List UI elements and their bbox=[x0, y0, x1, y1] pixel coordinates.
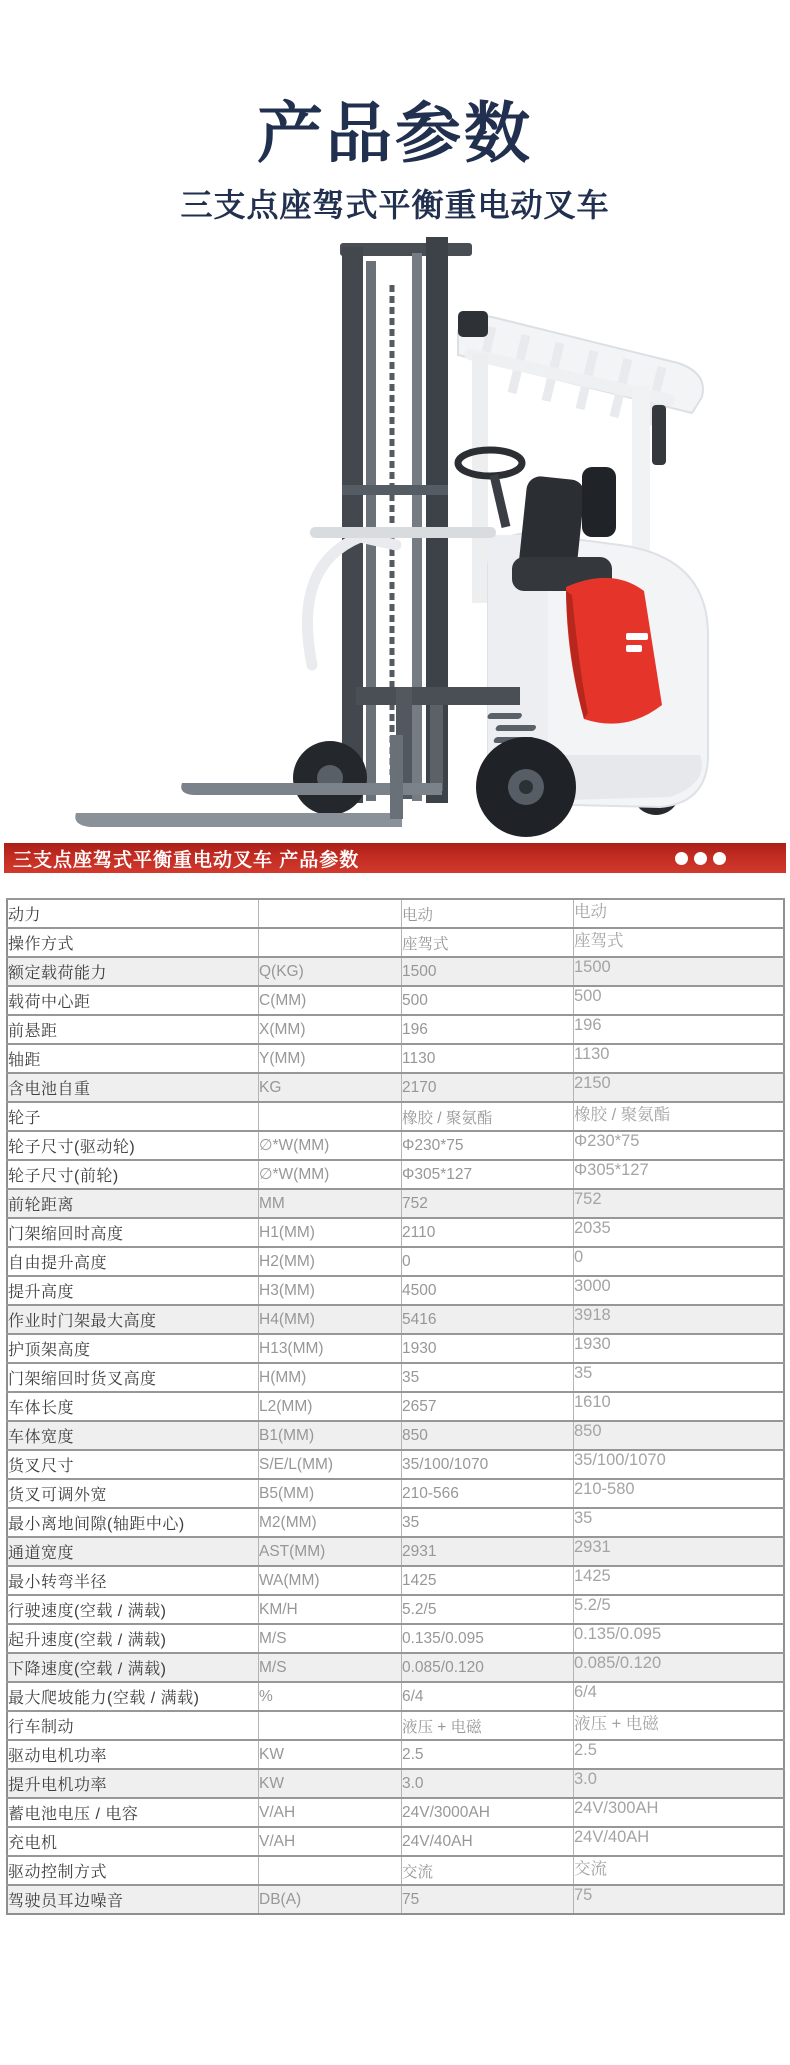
spec-value-b-text: 1500 bbox=[574, 958, 611, 976]
spec-value-a-cell: 交流 bbox=[402, 1856, 574, 1885]
spec-value-a-cell: 75 bbox=[402, 1885, 574, 1914]
spec-unit-cell bbox=[259, 899, 402, 928]
spec-value-a-cell: 0.085/0.120 bbox=[402, 1653, 574, 1682]
spec-label-cell: 蓄电池电压 / 电容 bbox=[7, 1798, 259, 1827]
spec-value-b-text: Φ305*127 bbox=[574, 1161, 649, 1179]
three-dots-icon bbox=[675, 843, 726, 873]
spec-value-a-cell: 电动 bbox=[402, 899, 574, 928]
table-row bbox=[7, 1682, 784, 1711]
spec-value-b-text: 3918 bbox=[574, 1306, 611, 1324]
spec-label-cell: 最大爬坡能力(空载 / 满载) bbox=[7, 1682, 259, 1711]
table-row bbox=[7, 1885, 784, 1914]
spec-value-b-cell bbox=[574, 1450, 785, 1479]
table-row bbox=[7, 1769, 784, 1798]
spec-unit-cell: WA(MM) bbox=[259, 1566, 402, 1595]
spec-value-a-cell: 5416 bbox=[402, 1305, 574, 1334]
spec-value-b-cell bbox=[574, 1885, 785, 1914]
page-title: 产品参数 bbox=[257, 96, 533, 170]
table-row bbox=[7, 1566, 784, 1595]
forklift-steering-wheel bbox=[458, 450, 522, 527]
spec-value-a-cell: 210-566 bbox=[402, 1479, 574, 1508]
spec-value-a-cell: 3.0 bbox=[402, 1769, 574, 1798]
spec-value-a-cell: 1500 bbox=[402, 957, 574, 986]
spec-unit-cell: KG bbox=[259, 1073, 402, 1102]
spec-unit-cell: KM/H bbox=[259, 1595, 402, 1624]
spec-value-a-cell: 0.135/0.095 bbox=[402, 1624, 574, 1653]
spec-value-b-text: 1610 bbox=[574, 1393, 611, 1411]
spec-value-a-cell: 2110 bbox=[402, 1218, 574, 1247]
table-row bbox=[7, 1740, 784, 1769]
spec-value-b-text: 交流 bbox=[574, 1859, 607, 1878]
table-row bbox=[7, 899, 784, 928]
table-row bbox=[7, 1450, 784, 1479]
spec-value-b-text: 2035 bbox=[574, 1219, 611, 1237]
spec-value-b-text: 6/4 bbox=[574, 1683, 597, 1701]
table-row bbox=[7, 957, 784, 986]
table-row bbox=[7, 1247, 784, 1276]
spec-label-cell: 轮子尺寸(驱动轮) bbox=[7, 1131, 259, 1160]
dot-icon bbox=[675, 852, 688, 865]
spec-value-a-cell: 24V/40AH bbox=[402, 1827, 574, 1856]
spec-value-b-text: 35 bbox=[574, 1509, 593, 1527]
table-row bbox=[7, 1015, 784, 1044]
spec-value-b-text: 75 bbox=[574, 1886, 593, 1904]
spec-value-a-cell: 0 bbox=[402, 1247, 574, 1276]
forklift-seat bbox=[512, 467, 616, 591]
spec-label-cell: 最小离地间隙(轴距中心) bbox=[7, 1508, 259, 1537]
spec-value-b-cell bbox=[574, 1682, 785, 1711]
spec-value-b-text: 电动 bbox=[574, 902, 607, 921]
spec-value-a-cell: 752 bbox=[402, 1189, 574, 1218]
spec-value-b-text: 5.2/5 bbox=[574, 1596, 611, 1614]
spec-value-b-text: 1130 bbox=[574, 1045, 610, 1063]
spec-value-b-text: 座驾式 bbox=[574, 931, 624, 950]
spec-value-a-cell: 座驾式 bbox=[402, 928, 574, 957]
spec-label-cell: 前悬距 bbox=[7, 1015, 259, 1044]
spec-label-cell: 车体宽度 bbox=[7, 1421, 259, 1450]
spec-value-b-text: 196 bbox=[574, 1016, 602, 1034]
spec-value-a-cell: 35 bbox=[402, 1508, 574, 1537]
spec-label-cell: 行车制动 bbox=[7, 1711, 259, 1740]
table-row bbox=[7, 1073, 784, 1102]
spec-unit-cell bbox=[259, 1102, 402, 1131]
spec-value-b-cell bbox=[574, 1595, 785, 1624]
spec-value-b-text: 1930 bbox=[574, 1335, 611, 1353]
spec-unit-cell: ∅*W(MM) bbox=[259, 1131, 402, 1160]
spec-unit-cell: M/S bbox=[259, 1624, 402, 1653]
spec-value-b-text: 0.085/0.120 bbox=[574, 1654, 662, 1672]
spec-value-a-cell: 2931 bbox=[402, 1537, 574, 1566]
spec-value-b-cell bbox=[574, 1131, 785, 1160]
spec-value-a-cell: 橡胶 / 聚氨酯 bbox=[402, 1102, 574, 1131]
spec-label-cell: 驾驶员耳边噪音 bbox=[7, 1885, 259, 1914]
spec-label-cell: 含电池自重 bbox=[7, 1073, 259, 1102]
table-row bbox=[7, 1334, 784, 1363]
spec-value-b-text: 2931 bbox=[574, 1538, 611, 1556]
spec-label-cell: 载荷中心距 bbox=[7, 986, 259, 1015]
spec-value-a-cell: 1930 bbox=[402, 1334, 574, 1363]
spec-label-cell: 门架缩回时高度 bbox=[7, 1218, 259, 1247]
spec-label-cell: 门架缩回时货叉高度 bbox=[7, 1363, 259, 1392]
spec-value-a-cell: 6/4 bbox=[402, 1682, 574, 1711]
table-row bbox=[7, 1189, 784, 1218]
spec-value-b-cell bbox=[574, 1044, 785, 1073]
spec-value-b-cell bbox=[574, 1160, 785, 1189]
spec-value-b-text: 橡胶 / 聚氨酯 bbox=[574, 1105, 671, 1124]
spec-value-b-text: 2150 bbox=[574, 1074, 611, 1092]
section-banner-title: 三支点座驾式平衡重电动叉车 产品参数 bbox=[13, 849, 360, 871]
spec-unit-cell: B5(MM) bbox=[259, 1479, 402, 1508]
table-row bbox=[7, 1044, 784, 1073]
spec-value-a-cell: 24V/3000AH bbox=[402, 1798, 574, 1827]
spec-value-b-text: 24V/40AH bbox=[574, 1828, 650, 1846]
spec-value-b-text: 1425 bbox=[574, 1567, 611, 1585]
table-row bbox=[7, 1160, 784, 1189]
spec-value-a-cell: 2170 bbox=[402, 1073, 574, 1102]
spec-unit-cell: V/AH bbox=[259, 1827, 402, 1856]
spec-value-b-cell bbox=[574, 1421, 785, 1450]
product-subtitle: 三支点座驾式平衡重电动叉车 bbox=[180, 187, 610, 223]
spec-label-cell: 货叉可调外宽 bbox=[7, 1479, 259, 1508]
spec-value-b-cell bbox=[574, 1073, 785, 1102]
spec-label-cell: 护顶架高度 bbox=[7, 1334, 259, 1363]
spec-unit-cell: C(MM) bbox=[259, 986, 402, 1015]
spec-value-a-cell: 35/100/1070 bbox=[402, 1450, 574, 1479]
spec-value-b-text: 3.0 bbox=[574, 1770, 597, 1788]
spec-value-b-cell bbox=[574, 1218, 785, 1247]
spec-value-a-cell: 500 bbox=[402, 986, 574, 1015]
spec-unit-cell: AST(MM) bbox=[259, 1537, 402, 1566]
spec-value-b-cell bbox=[574, 1537, 785, 1566]
spec-value-b-cell bbox=[574, 1711, 785, 1740]
spec-value-b-text: 35/100/1070 bbox=[574, 1451, 666, 1469]
spec-value-a-cell: 850 bbox=[402, 1421, 574, 1450]
forklift-front-wheel bbox=[293, 741, 367, 815]
spec-label-cell: 提升高度 bbox=[7, 1276, 259, 1305]
spec-label-cell: 轴距 bbox=[7, 1044, 259, 1073]
spec-unit-cell: H3(MM) bbox=[259, 1276, 402, 1305]
spec-table-wrap bbox=[6, 898, 785, 1915]
spec-value-a-cell: 196 bbox=[402, 1015, 574, 1044]
spec-value-b-cell bbox=[574, 957, 785, 986]
spec-unit-cell bbox=[259, 1856, 402, 1885]
spec-unit-cell: L2(MM) bbox=[259, 1392, 402, 1421]
spec-value-b-cell bbox=[574, 1189, 785, 1218]
section-banner bbox=[4, 843, 786, 873]
spec-label-cell: 车体长度 bbox=[7, 1392, 259, 1421]
spec-label-cell: 提升电机功率 bbox=[7, 1769, 259, 1798]
spec-unit-cell bbox=[259, 928, 402, 957]
spec-label-cell: 充电机 bbox=[7, 1827, 259, 1856]
spec-unit-cell: B1(MM) bbox=[259, 1421, 402, 1450]
spec-value-b-text: 0.135/0.095 bbox=[574, 1625, 662, 1643]
spec-unit-cell: Y(MM) bbox=[259, 1044, 402, 1073]
spec-value-b-cell bbox=[574, 1827, 785, 1856]
forklift-drive-wheel bbox=[476, 737, 576, 837]
table-row bbox=[7, 1218, 784, 1247]
spec-value-b-text: 210-580 bbox=[574, 1480, 635, 1498]
table-row bbox=[7, 1711, 784, 1740]
dot-icon bbox=[713, 852, 726, 865]
spec-unit-cell bbox=[259, 1711, 402, 1740]
spec-label-cell: 前轮距离 bbox=[7, 1189, 259, 1218]
spec-unit-cell: % bbox=[259, 1682, 402, 1711]
spec-label-cell: 动力 bbox=[7, 899, 259, 928]
spec-unit-cell: V/AH bbox=[259, 1798, 402, 1827]
spec-unit-cell: M/S bbox=[259, 1653, 402, 1682]
table-row bbox=[7, 1798, 784, 1827]
spec-unit-cell: H(MM) bbox=[259, 1363, 402, 1392]
spec-value-b-cell bbox=[574, 1769, 785, 1798]
spec-value-b-cell bbox=[574, 1102, 785, 1131]
table-row bbox=[7, 1537, 784, 1566]
spec-unit-cell: KW bbox=[259, 1769, 402, 1798]
spec-value-b-text: 752 bbox=[574, 1190, 602, 1208]
spec-label-cell: 下降速度(空载 / 满载) bbox=[7, 1653, 259, 1682]
spec-value-b-cell bbox=[574, 1740, 785, 1769]
table-row bbox=[7, 1392, 784, 1421]
spec-value-b-text: 3000 bbox=[574, 1277, 611, 1295]
spec-value-b-cell bbox=[574, 1856, 785, 1885]
spec-value-b-cell bbox=[574, 928, 785, 957]
spec-unit-cell: MM bbox=[259, 1189, 402, 1218]
dot-icon bbox=[694, 852, 707, 865]
spec-value-b-cell bbox=[574, 1653, 785, 1682]
spec-label-cell: 操作方式 bbox=[7, 928, 259, 957]
forklift-illustration bbox=[60, 235, 720, 845]
table-row bbox=[7, 1102, 784, 1131]
spec-label-cell: 起升速度(空载 / 满载) bbox=[7, 1624, 259, 1653]
spec-unit-cell: S/E/L(MM) bbox=[259, 1450, 402, 1479]
spec-value-b-text: 0 bbox=[574, 1248, 584, 1266]
spec-table bbox=[6, 898, 785, 1915]
spec-label-cell: 行驶速度(空载 / 满载) bbox=[7, 1595, 259, 1624]
spec-label-cell: 作业时门架最大高度 bbox=[7, 1305, 259, 1334]
table-row bbox=[7, 1624, 784, 1653]
spec-value-b-text: 850 bbox=[574, 1422, 602, 1440]
spec-value-b-cell bbox=[574, 1798, 785, 1827]
spec-label-cell: 轮子尺寸(前轮) bbox=[7, 1160, 259, 1189]
spec-value-b-cell bbox=[574, 899, 785, 928]
forklift-product-photo bbox=[60, 235, 720, 845]
spec-value-b-cell bbox=[574, 1392, 785, 1421]
spec-label-cell: 驱动控制方式 bbox=[7, 1856, 259, 1885]
spec-label-cell: 最小转弯半径 bbox=[7, 1566, 259, 1595]
spec-unit-cell: H2(MM) bbox=[259, 1247, 402, 1276]
spec-label-cell: 货叉尺寸 bbox=[7, 1450, 259, 1479]
spec-unit-cell: KW bbox=[259, 1740, 402, 1769]
spec-unit-cell: DB(A) bbox=[259, 1885, 402, 1914]
spec-value-b-cell bbox=[574, 1363, 785, 1392]
spec-unit-cell: ∅*W(MM) bbox=[259, 1160, 402, 1189]
spec-value-a-cell: 2.5 bbox=[402, 1740, 574, 1769]
table-row bbox=[7, 1305, 784, 1334]
spec-label-cell: 自由提升高度 bbox=[7, 1247, 259, 1276]
forklift-forks bbox=[75, 735, 442, 827]
spec-value-a-cell: 液压 + 电磁 bbox=[402, 1711, 574, 1740]
spec-unit-cell: H1(MM) bbox=[259, 1218, 402, 1247]
spec-value-b-text: 35 bbox=[574, 1364, 593, 1382]
spec-unit-cell: M2(MM) bbox=[259, 1508, 402, 1537]
table-row bbox=[7, 1363, 784, 1392]
spec-unit-cell: H4(MM) bbox=[259, 1305, 402, 1334]
table-row bbox=[7, 1653, 784, 1682]
spec-value-b-cell bbox=[574, 986, 785, 1015]
table-row bbox=[7, 986, 784, 1015]
spec-value-a-cell: 5.2/5 bbox=[402, 1595, 574, 1624]
spec-value-a-cell: 1130 bbox=[402, 1044, 574, 1073]
table-row bbox=[7, 1276, 784, 1305]
spec-value-a-cell: Φ230*75 bbox=[402, 1131, 574, 1160]
spec-unit-cell: X(MM) bbox=[259, 1015, 402, 1044]
spec-value-b-text: 2.5 bbox=[574, 1741, 597, 1759]
spec-value-b-cell bbox=[574, 1508, 785, 1537]
spec-value-b-cell bbox=[574, 1247, 785, 1276]
table-row bbox=[7, 1827, 784, 1856]
spec-value-b-cell bbox=[574, 1015, 785, 1044]
table-row bbox=[7, 1595, 784, 1624]
spec-value-a-cell: 4500 bbox=[402, 1276, 574, 1305]
spec-value-b-cell bbox=[574, 1479, 785, 1508]
spec-value-b-cell bbox=[574, 1566, 785, 1595]
table-row bbox=[7, 928, 784, 957]
spec-value-a-cell: 2657 bbox=[402, 1392, 574, 1421]
spec-label-cell: 额定载荷能力 bbox=[7, 957, 259, 986]
table-row bbox=[7, 1479, 784, 1508]
spec-value-b-cell bbox=[574, 1334, 785, 1363]
table-row bbox=[7, 1131, 784, 1160]
spec-value-b-text: Φ230*75 bbox=[574, 1132, 640, 1150]
spec-label-cell: 驱动电机功率 bbox=[7, 1740, 259, 1769]
spec-value-a-cell: 35 bbox=[402, 1363, 574, 1392]
table-row bbox=[7, 1421, 784, 1450]
spec-value-b-text: 24V/300AH bbox=[574, 1799, 659, 1817]
spec-value-b-cell bbox=[574, 1276, 785, 1305]
spec-value-b-text: 500 bbox=[574, 987, 602, 1005]
spec-value-b-text: 液压 + 电磁 bbox=[574, 1714, 659, 1733]
spec-value-b-cell bbox=[574, 1624, 785, 1653]
table-row bbox=[7, 1508, 784, 1537]
spec-label-cell: 通道宽度 bbox=[7, 1537, 259, 1566]
spec-unit-cell: Q(KG) bbox=[259, 957, 402, 986]
spec-unit-cell: H13(MM) bbox=[259, 1334, 402, 1363]
table-row bbox=[7, 1856, 784, 1885]
spec-value-a-cell: Φ305*127 bbox=[402, 1160, 574, 1189]
spec-label-cell: 轮子 bbox=[7, 1102, 259, 1131]
spec-value-b-cell bbox=[574, 1305, 785, 1334]
spec-value-a-cell: 1425 bbox=[402, 1566, 574, 1595]
